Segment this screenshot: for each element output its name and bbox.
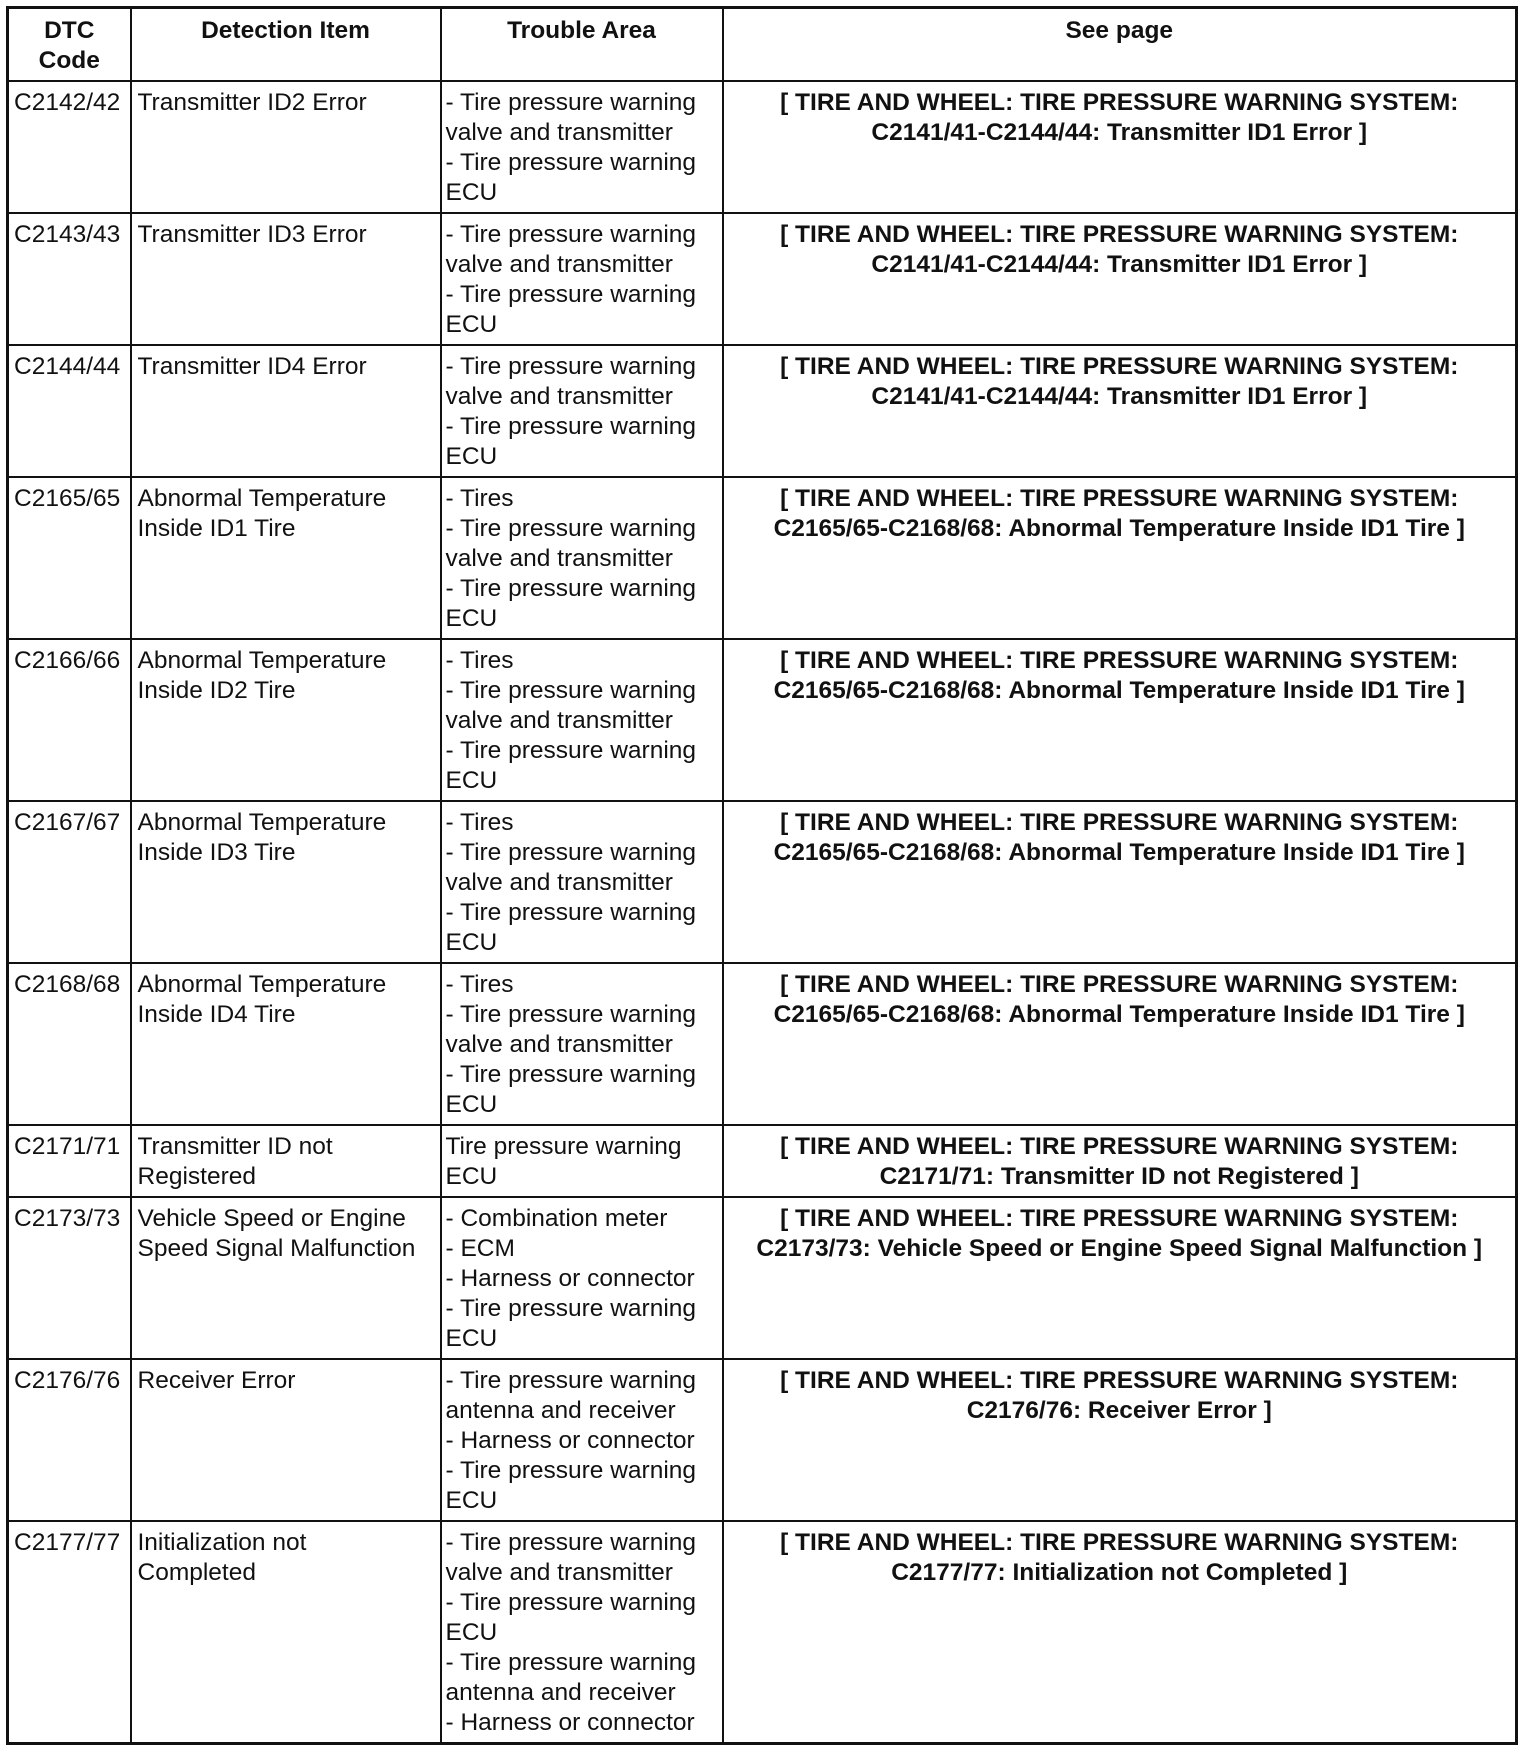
area-line: valve and transmitter bbox=[445, 707, 673, 734]
item-line: Initialization not bbox=[137, 1529, 307, 1556]
item-line: Transmitter ID3 Error bbox=[137, 221, 367, 248]
area-line: valve and transmitter bbox=[445, 545, 673, 572]
area-line: - Tire pressure warning bbox=[445, 1367, 697, 1394]
item-line: Vehicle Speed or Engine bbox=[137, 1205, 406, 1232]
area-line: - Tires bbox=[445, 485, 514, 512]
header-dtc-code-line: DTC bbox=[44, 17, 95, 44]
item-line: Abnormal Temperature bbox=[137, 647, 387, 674]
table-row bbox=[8, 1197, 1517, 1359]
header-see-page: See page bbox=[723, 8, 1517, 82]
see-page-link-text[interactable]: [ TIRE AND WHEEL: TIRE PRESSURE WARNING SYSTEM: bbox=[780, 1133, 1459, 1160]
trouble-area-cell bbox=[441, 639, 723, 801]
area-line: valve and transmitter bbox=[445, 869, 673, 896]
see-page-link-text[interactable]: [ TIRE AND WHEEL: TIRE PRESSURE WARNING SYSTEM: bbox=[780, 1205, 1459, 1232]
trouble-area-cell bbox=[441, 81, 723, 213]
table-body bbox=[8, 81, 1517, 1744]
detection-item-cell bbox=[131, 801, 441, 963]
area-line: valve and transmitter bbox=[445, 119, 673, 146]
area-line: ECU bbox=[445, 1487, 498, 1514]
area-line: - Tire pressure warning bbox=[445, 1589, 697, 1616]
see-page-link-text[interactable]: [ TIRE AND WHEEL: TIRE PRESSURE WARNING SYSTEM: bbox=[780, 809, 1459, 836]
see-page-link-text[interactable]: [ TIRE AND WHEEL: TIRE PRESSURE WARNING SYSTEM: bbox=[780, 1367, 1459, 1394]
area-line: ECU bbox=[445, 311, 498, 338]
area-line: ECU bbox=[445, 1325, 498, 1352]
detection-item-cell bbox=[131, 477, 441, 639]
trouble-area-cell bbox=[441, 477, 723, 639]
detection-item-cell bbox=[131, 345, 441, 477]
trouble-area-cell bbox=[441, 1521, 723, 1744]
see-page-cell[interactable] bbox=[723, 81, 1517, 213]
area-line: ECU bbox=[445, 1163, 498, 1190]
item-line: Inside ID2 Tire bbox=[137, 677, 296, 704]
dtc-code-cell: C2168/68 bbox=[8, 963, 131, 1125]
area-line: valve and transmitter bbox=[445, 383, 673, 410]
dtc-code-cell: C2142/42 bbox=[8, 81, 131, 213]
item-line: Transmitter ID4 Error bbox=[137, 353, 367, 380]
see-page-link-text[interactable]: [ TIRE AND WHEEL: TIRE PRESSURE WARNING SYSTEM: bbox=[780, 353, 1459, 380]
area-line: - ECM bbox=[445, 1235, 515, 1262]
item-line: Registered bbox=[137, 1163, 256, 1190]
area-line: valve and transmitter bbox=[445, 1559, 673, 1586]
table-row bbox=[8, 639, 1517, 801]
see-page-link-text[interactable]: C2141/41-C2144/44: Transmitter ID1 Error ] bbox=[871, 119, 1368, 146]
area-line: - Tire pressure warning bbox=[445, 149, 697, 176]
detection-item-cell bbox=[131, 963, 441, 1125]
dtc-code-cell: C2166/66 bbox=[8, 639, 131, 801]
table-row bbox=[8, 1125, 1517, 1197]
table-header bbox=[8, 8, 1517, 82]
detection-item-cell bbox=[131, 1359, 441, 1521]
item-line: Speed Signal Malfunction bbox=[137, 1235, 416, 1262]
see-page-link-text[interactable]: [ TIRE AND WHEEL: TIRE PRESSURE WARNING SYSTEM: bbox=[780, 221, 1459, 248]
see-page-link-text[interactable]: C2165/65-C2168/68: Abnormal Temperature Inside ID1 Tire ] bbox=[773, 839, 1465, 866]
item-line: Receiver Error bbox=[137, 1367, 296, 1394]
dtc-code-cell: C2144/44 bbox=[8, 345, 131, 477]
area-line: valve and transmitter bbox=[445, 251, 673, 278]
item-line: Inside ID1 Tire bbox=[137, 515, 296, 542]
area-line: - Tire pressure warning bbox=[445, 575, 697, 602]
item-line: Abnormal Temperature bbox=[137, 485, 387, 512]
see-page-cell[interactable] bbox=[723, 1521, 1517, 1744]
header-detection-item: Detection Item bbox=[131, 8, 441, 82]
see-page-link-text[interactable]: [ TIRE AND WHEEL: TIRE PRESSURE WARNING SYSTEM: bbox=[780, 971, 1459, 998]
item-line: Abnormal Temperature bbox=[137, 809, 387, 836]
area-line: ECU bbox=[445, 1091, 498, 1118]
item-line: Abnormal Temperature bbox=[137, 971, 387, 998]
area-line: antenna and receiver bbox=[445, 1397, 676, 1424]
area-line: - Tire pressure warning bbox=[445, 737, 697, 764]
see-page-link-text[interactable]: [ TIRE AND WHEEL: TIRE PRESSURE WARNING SYSTEM: bbox=[780, 1529, 1459, 1556]
area-line: - Tire pressure warning bbox=[445, 1001, 697, 1028]
see-page-link-text[interactable]: C2176/76: Receiver Error ] bbox=[966, 1397, 1272, 1424]
area-line: - Tire pressure warning bbox=[445, 839, 697, 866]
table-row bbox=[8, 1521, 1517, 1744]
area-line: ECU bbox=[445, 1619, 498, 1646]
see-page-link-text[interactable]: C2171/71: Transmitter ID not Registered ] bbox=[879, 1163, 1359, 1190]
trouble-area-cell bbox=[441, 213, 723, 345]
trouble-area-cell bbox=[441, 1359, 723, 1521]
area-line: - Combination meter bbox=[445, 1205, 668, 1232]
see-page-cell[interactable] bbox=[723, 963, 1517, 1125]
dtc-code-cell: C2171/71 bbox=[8, 1125, 131, 1197]
area-line: - Tire pressure warning bbox=[445, 413, 697, 440]
dtc-table bbox=[6, 6, 1518, 1745]
area-line: - Tire pressure warning bbox=[445, 899, 697, 926]
see-page-link-text[interactable]: C2165/65-C2168/68: Abnormal Temperature Inside ID1 Tire ] bbox=[773, 1001, 1465, 1028]
area-line: - Harness or connector bbox=[445, 1427, 695, 1454]
area-line: - Tire pressure warning bbox=[445, 515, 697, 542]
table-row bbox=[8, 477, 1517, 639]
see-page-link-text[interactable]: C2141/41-C2144/44: Transmitter ID1 Error ] bbox=[871, 251, 1368, 278]
area-line: - Tires bbox=[445, 971, 514, 998]
see-page-link-text[interactable]: C2173/73: Vehicle Speed or Engine Speed Signal Malfunction ] bbox=[756, 1235, 1483, 1262]
dtc-code-cell: C2177/77 bbox=[8, 1521, 131, 1744]
area-line: valve and transmitter bbox=[445, 1031, 673, 1058]
see-page-cell[interactable] bbox=[723, 345, 1517, 477]
area-line: - Tire pressure warning bbox=[445, 1529, 697, 1556]
detection-item-cell bbox=[131, 213, 441, 345]
area-line: ECU bbox=[445, 443, 498, 470]
area-line: - Tire pressure warning bbox=[445, 1061, 697, 1088]
header-dtc-code-line: Code bbox=[38, 47, 100, 74]
see-page-link-text[interactable]: C2141/41-C2144/44: Transmitter ID1 Error ] bbox=[871, 383, 1368, 410]
item-line: Transmitter ID not bbox=[137, 1133, 333, 1160]
table-row bbox=[8, 345, 1517, 477]
area-line: - Tire pressure warning bbox=[445, 1457, 697, 1484]
area-line: - Tires bbox=[445, 647, 514, 674]
area-line: - Tire pressure warning bbox=[445, 221, 697, 248]
dtc-code-cell: C2165/65 bbox=[8, 477, 131, 639]
trouble-area-cell bbox=[441, 345, 723, 477]
dtc-code-cell: C2167/67 bbox=[8, 801, 131, 963]
item-line: Transmitter ID2 Error bbox=[137, 89, 367, 116]
trouble-area-cell bbox=[441, 1125, 723, 1197]
header-trouble-area: Trouble Area bbox=[441, 8, 723, 82]
table-row bbox=[8, 801, 1517, 963]
see-page-link-text[interactable]: [ TIRE AND WHEEL: TIRE PRESSURE WARNING SYSTEM: bbox=[780, 647, 1459, 674]
area-line: - Tires bbox=[445, 809, 514, 836]
see-page-cell[interactable] bbox=[723, 1197, 1517, 1359]
dtc-code-cell: C2176/76 bbox=[8, 1359, 131, 1521]
header-dtc-code bbox=[8, 8, 131, 82]
area-line: antenna and receiver bbox=[445, 1679, 676, 1706]
area-line: - Tire pressure warning bbox=[445, 677, 697, 704]
area-line: - Tire pressure warning bbox=[445, 353, 697, 380]
trouble-area-cell bbox=[441, 801, 723, 963]
area-line: ECU bbox=[445, 929, 498, 956]
see-page-link-text[interactable]: C2177/77: Initialization not Completed ] bbox=[891, 1559, 1348, 1586]
area-line: - Tire pressure warning bbox=[445, 89, 697, 116]
area-line: - Tire pressure warning bbox=[445, 1649, 697, 1676]
table-row bbox=[8, 1359, 1517, 1521]
see-page-link-text[interactable]: C2165/65-C2168/68: Abnormal Temperature Inside ID1 Tire ] bbox=[773, 677, 1465, 704]
see-page-link-text[interactable]: C2165/65-C2168/68: Abnormal Temperature Inside ID1 Tire ] bbox=[773, 515, 1465, 542]
area-line: - Tire pressure warning bbox=[445, 1295, 697, 1322]
see-page-cell[interactable] bbox=[723, 477, 1517, 639]
area-line: ECU bbox=[445, 767, 498, 794]
area-line: - Tire pressure warning bbox=[445, 281, 697, 308]
dtc-code-cell: C2143/43 bbox=[8, 213, 131, 345]
trouble-area-cell bbox=[441, 963, 723, 1125]
dtc-code-cell: C2173/73 bbox=[8, 1197, 131, 1359]
detection-item-cell bbox=[131, 639, 441, 801]
header-row bbox=[8, 8, 1517, 82]
area-line: Tire pressure warning bbox=[445, 1133, 682, 1160]
see-page-cell[interactable] bbox=[723, 1359, 1517, 1521]
table-row bbox=[8, 213, 1517, 345]
see-page-cell[interactable] bbox=[723, 213, 1517, 345]
see-page-link-text[interactable]: [ TIRE AND WHEEL: TIRE PRESSURE WARNING SYSTEM: bbox=[780, 485, 1459, 512]
area-line: - Harness or connector bbox=[445, 1265, 695, 1292]
item-line: Inside ID4 Tire bbox=[137, 1001, 296, 1028]
trouble-area-cell bbox=[441, 1197, 723, 1359]
detection-item-cell bbox=[131, 1521, 441, 1744]
detection-item-cell bbox=[131, 1197, 441, 1359]
see-page-cell[interactable] bbox=[723, 1125, 1517, 1197]
table-row bbox=[8, 963, 1517, 1125]
see-page-cell[interactable] bbox=[723, 801, 1517, 963]
area-line: ECU bbox=[445, 179, 498, 206]
see-page-link-text[interactable]: [ TIRE AND WHEEL: TIRE PRESSURE WARNING SYSTEM: bbox=[780, 89, 1459, 116]
item-line: Completed bbox=[137, 1559, 256, 1586]
see-page-cell[interactable] bbox=[723, 639, 1517, 801]
table-row bbox=[8, 81, 1517, 213]
area-line: ECU bbox=[445, 605, 498, 632]
area-line: - Harness or connector bbox=[445, 1709, 695, 1736]
item-line: Inside ID3 Tire bbox=[137, 839, 296, 866]
detection-item-cell bbox=[131, 1125, 441, 1197]
detection-item-cell bbox=[131, 81, 441, 213]
